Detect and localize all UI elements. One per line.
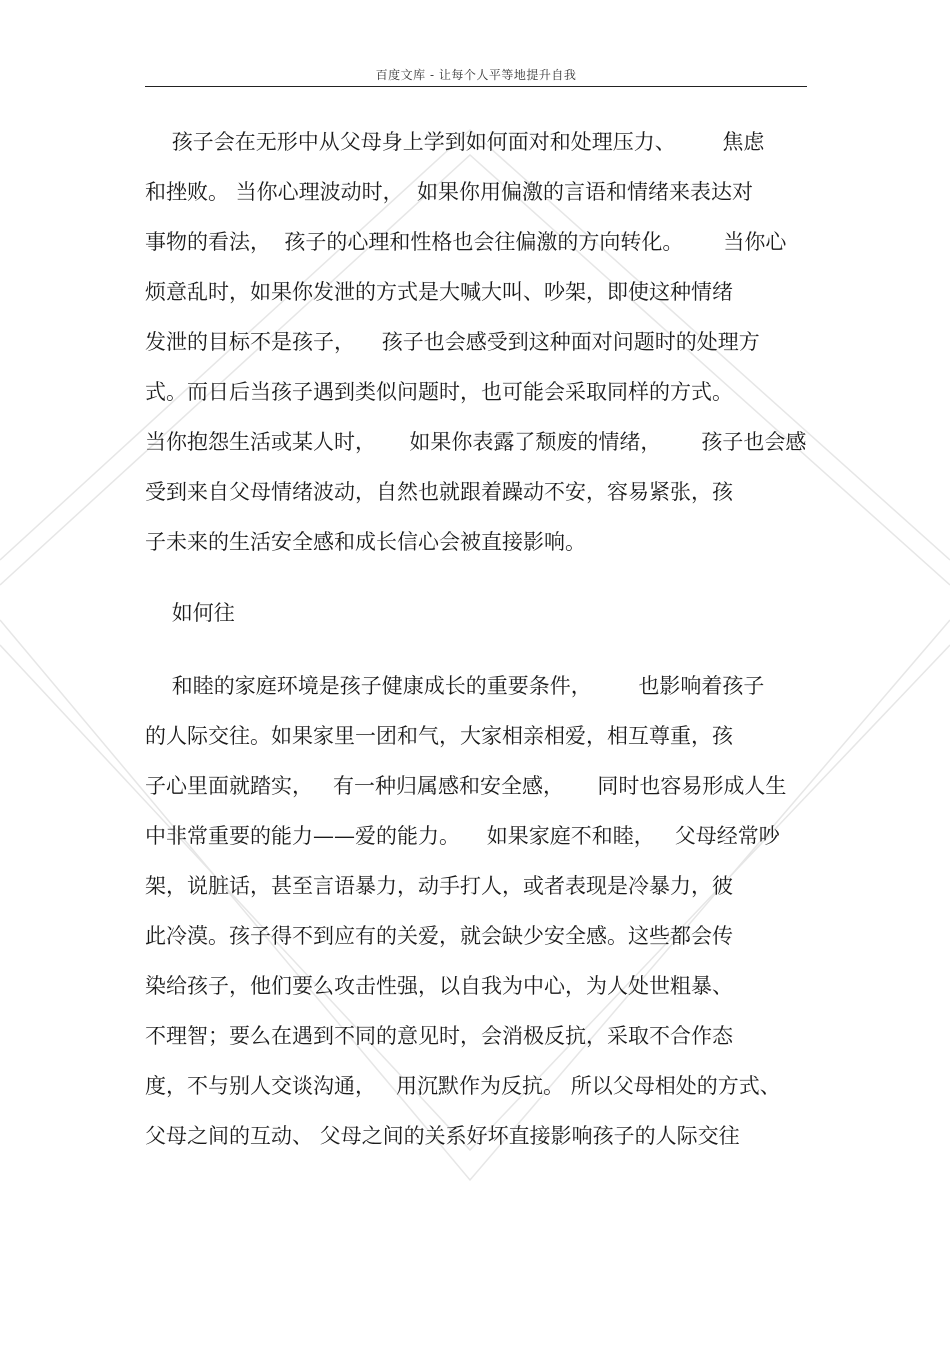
text-line: 此冷漠。孩子得不到应有的关爱，就会缺少安全感。这些都会传 [145,924,733,948]
text-line: 受到来自父母情绪波动，自然也就跟着躁动不安，容易紧张，孩 [145,480,733,504]
text-line: 孩子会在无形中从父母身上学到如何面对和处理压力、 焦虑 [145,130,765,154]
text-line: 不理智；要么在遇到不同的意见时，会消极反抗，采取不合作态 [145,1024,733,1048]
text-line: 发泄的目标不是孩子， 孩子也会感受到这种面对问题时的处理方 [145,330,760,354]
text-line: 子心里面就踏实， 有一种归属感和安全感， 同时也容易形成人生 [145,774,787,798]
text-line: 和睦的家庭环境是孩子健康成长的重要条件， 也影响着孩子 [145,674,765,698]
text-line: 架，说脏话，甚至言语暴力，动手打人，或者表现是冷暴力，彼 [145,874,733,898]
text-line: 中非常重要的能力——爱的能力。 如果家庭不和睦， 父母经常吵 [145,824,780,848]
header-rule [145,86,807,87]
text-line: 式。而日后当孩子遇到类似问题时，也可能会采取同样的方式。 [145,380,733,404]
text-line: 的人际交往。如果家里一团和气，大家相亲相爱，相互尊重，孩 [145,724,733,748]
section-heading: 如何往 [145,601,235,625]
text-line: 染给孩子，他们要么攻击性强，以自我为中心，为人处世粗暴、 [145,974,733,998]
text-line: 和挫败。 当你心理波动时， 如果你用偏激的言语和情绪来表达对 [145,180,754,204]
text-line: 当你抱怨生活或某人时， 如果你表露了颓废的情绪， 孩子也会感 [145,430,807,454]
text-line: 子未来的生活安全感和成长信心会被直接影响。 [145,530,586,554]
text-line: 父母之间的互动、 父母之间的关系好坏直接影响孩子的人际交往 [145,1124,740,1148]
text-line: 事物的看法， 孩子的心理和性格也会往偏激的方向转化。 当你心 [145,230,787,254]
text-line: 度，不与别人交谈沟通， 用沉默作为反抗。 所以父母相处的方式、 [145,1074,781,1098]
text-line: 烦意乱时，如果你发泄的方式是大喊大叫、吵架，即使这种情绪 [145,280,733,304]
page-header: 百度文库 - 让每个人平等地提升自我 [375,68,577,82]
